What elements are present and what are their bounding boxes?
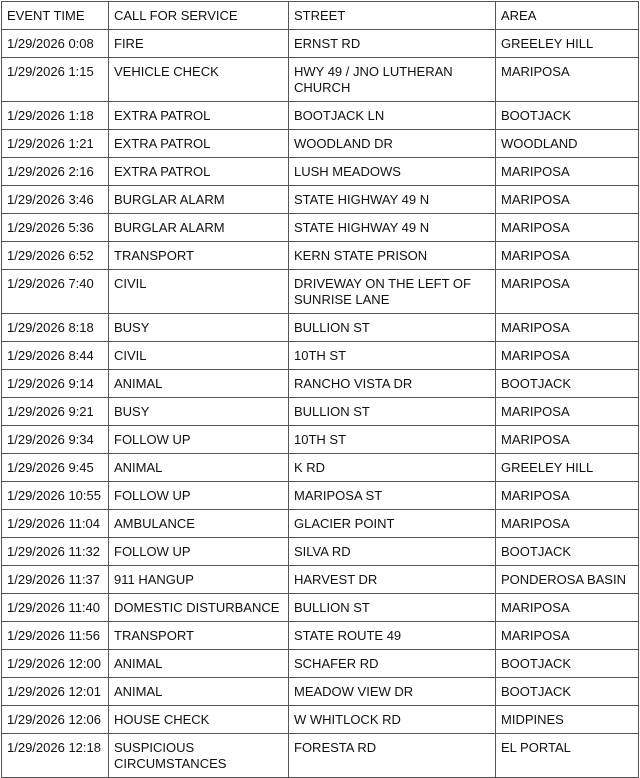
- street-cell: BULLION ST: [289, 398, 496, 426]
- street-cell: FORESTA RD: [289, 734, 496, 778]
- area-cell: BOOTJACK: [496, 538, 639, 566]
- area-cell: MARIPOSA: [496, 342, 639, 370]
- table-row: [2, 482, 639, 510]
- event-time-cell: 1/29/2026 7:40: [2, 270, 109, 314]
- area-cell: GREELEY HILL: [496, 454, 639, 482]
- area-cell: MIDPINES: [496, 706, 639, 734]
- table-row: [2, 398, 639, 426]
- area-cell: PONDEROSA BASIN: [496, 566, 639, 594]
- call-for-service-cell: ANIMAL: [109, 370, 289, 398]
- event-time-cell: 1/29/2026 12:01: [2, 678, 109, 706]
- street-cell: STATE HIGHWAY 49 N: [289, 186, 496, 214]
- area-cell: GREELEY HILL: [496, 30, 639, 58]
- street-cell: MEADOW VIEW DR: [289, 678, 496, 706]
- call-for-service-cell: AMBULANCE: [109, 510, 289, 538]
- call-for-service-cell: CIVIL: [109, 270, 289, 314]
- call-for-service-cell: ANIMAL: [109, 650, 289, 678]
- call-for-service-cell: BURGLAR ALARM: [109, 214, 289, 242]
- area-cell: MARIPOSA: [496, 510, 639, 538]
- area-cell: EL PORTAL: [496, 734, 639, 778]
- street-cell: KERN STATE PRISON: [289, 242, 496, 270]
- table-row: [2, 30, 639, 58]
- table-row: [2, 102, 639, 130]
- event-time-cell: 1/29/2026 0:08: [2, 30, 109, 58]
- call-for-service-cell: CIVIL: [109, 342, 289, 370]
- event-time-cell: 1/29/2026 8:44: [2, 342, 109, 370]
- street-cell: 10TH ST: [289, 342, 496, 370]
- call-for-service-cell: FOLLOW UP: [109, 482, 289, 510]
- event-time-cell: 1/29/2026 1:21: [2, 130, 109, 158]
- table-row: [2, 370, 639, 398]
- area-cell: MARIPOSA: [496, 482, 639, 510]
- call-for-service-cell: TRANSPORT: [109, 242, 289, 270]
- table-row: [2, 454, 639, 482]
- event-time-cell: 1/29/2026 12:06: [2, 706, 109, 734]
- table-row: [2, 214, 639, 242]
- area-cell: MARIPOSA: [496, 242, 639, 270]
- column-header-area: AREA: [496, 2, 639, 30]
- area-cell: MARIPOSA: [496, 426, 639, 454]
- street-cell: W WHITLOCK RD: [289, 706, 496, 734]
- event-time-cell: 1/29/2026 9:34: [2, 426, 109, 454]
- area-cell: MARIPOSA: [496, 158, 639, 186]
- street-cell: LUSH MEADOWS: [289, 158, 496, 186]
- call-for-service-cell: SUSPICIOUS CIRCUMSTANCES: [109, 734, 289, 778]
- table-row: [2, 130, 639, 158]
- call-for-service-cell: DOMESTIC DISTURBANCE: [109, 594, 289, 622]
- street-cell: WOODLAND DR: [289, 130, 496, 158]
- table-row: [2, 158, 639, 186]
- street-cell: ERNST RD: [289, 30, 496, 58]
- event-time-cell: 1/29/2026 11:32: [2, 538, 109, 566]
- street-cell: HWY 49 / JNO LUTHERAN CHURCH: [289, 58, 496, 102]
- street-cell: STATE ROUTE 49: [289, 622, 496, 650]
- event-time-cell: 1/29/2026 1:15: [2, 58, 109, 102]
- event-time-cell: 1/29/2026 11:37: [2, 566, 109, 594]
- table-row: [2, 186, 639, 214]
- event-time-cell: 1/29/2026 9:14: [2, 370, 109, 398]
- call-for-service-cell: FIRE: [109, 30, 289, 58]
- street-cell: MARIPOSA ST: [289, 482, 496, 510]
- area-cell: MARIPOSA: [496, 314, 639, 342]
- area-cell: BOOTJACK: [496, 102, 639, 130]
- event-time-cell: 1/29/2026 1:18: [2, 102, 109, 130]
- street-cell: SILVA RD: [289, 538, 496, 566]
- table-row: [2, 426, 639, 454]
- event-time-cell: 1/29/2026 11:56: [2, 622, 109, 650]
- area-cell: MARIPOSA: [496, 214, 639, 242]
- street-cell: STATE HIGHWAY 49 N: [289, 214, 496, 242]
- table-row: [2, 314, 639, 342]
- table-row: [2, 566, 639, 594]
- call-for-service-cell: ANIMAL: [109, 454, 289, 482]
- table-row: [2, 678, 639, 706]
- event-time-cell: 1/29/2026 11:40: [2, 594, 109, 622]
- call-for-service-cell: BUSY: [109, 398, 289, 426]
- event-time-cell: 1/29/2026 9:21: [2, 398, 109, 426]
- call-for-service-cell: FOLLOW UP: [109, 426, 289, 454]
- area-cell: MARIPOSA: [496, 270, 639, 314]
- column-header-call-for-service: CALL FOR SERVICE: [109, 2, 289, 30]
- column-header-street: STREET: [289, 2, 496, 30]
- event-time-cell: 1/29/2026 3:46: [2, 186, 109, 214]
- call-for-service-cell: BUSY: [109, 314, 289, 342]
- call-log-table: [1, 1, 639, 778]
- table-row: [2, 594, 639, 622]
- call-for-service-cell: EXTRA PATROL: [109, 102, 289, 130]
- call-for-service-cell: TRANSPORT: [109, 622, 289, 650]
- event-time-cell: 1/29/2026 12:00: [2, 650, 109, 678]
- event-time-cell: 1/29/2026 10:55: [2, 482, 109, 510]
- street-cell: BULLION ST: [289, 314, 496, 342]
- area-cell: BOOTJACK: [496, 370, 639, 398]
- table-row: [2, 270, 639, 314]
- event-time-cell: 1/29/2026 12:18: [2, 734, 109, 778]
- table-row: [2, 706, 639, 734]
- street-cell: 10TH ST: [289, 426, 496, 454]
- call-for-service-cell: EXTRA PATROL: [109, 130, 289, 158]
- area-cell: BOOTJACK: [496, 650, 639, 678]
- call-for-service-cell: VEHICLE CHECK: [109, 58, 289, 102]
- table-row: [2, 622, 639, 650]
- area-cell: MARIPOSA: [496, 58, 639, 102]
- header-row: [2, 2, 639, 30]
- table-row: [2, 734, 639, 778]
- area-cell: MARIPOSA: [496, 594, 639, 622]
- call-for-service-cell: 911 HANGUP: [109, 566, 289, 594]
- event-time-cell: 1/29/2026 8:18: [2, 314, 109, 342]
- street-cell: SCHAFER RD: [289, 650, 496, 678]
- call-for-service-cell: FOLLOW UP: [109, 538, 289, 566]
- street-cell: HARVEST DR: [289, 566, 496, 594]
- column-header-event-time: EVENT TIME: [2, 2, 109, 30]
- call-for-service-cell: EXTRA PATROL: [109, 158, 289, 186]
- area-cell: BOOTJACK: [496, 678, 639, 706]
- street-cell: K RD: [289, 454, 496, 482]
- table-row: [2, 342, 639, 370]
- table-row: [2, 510, 639, 538]
- street-cell: RANCHO VISTA DR: [289, 370, 496, 398]
- street-cell: GLACIER POINT: [289, 510, 496, 538]
- area-cell: MARIPOSA: [496, 622, 639, 650]
- table-row: [2, 650, 639, 678]
- area-cell: WOODLAND: [496, 130, 639, 158]
- street-cell: DRIVEWAY ON THE LEFT OF SUNRISE LANE: [289, 270, 496, 314]
- area-cell: MARIPOSA: [496, 398, 639, 426]
- street-cell: BULLION ST: [289, 594, 496, 622]
- call-for-service-cell: HOUSE CHECK: [109, 706, 289, 734]
- table-row: [2, 538, 639, 566]
- event-time-cell: 1/29/2026 11:04: [2, 510, 109, 538]
- event-time-cell: 1/29/2026 2:16: [2, 158, 109, 186]
- street-cell: BOOTJACK LN: [289, 102, 496, 130]
- table-row: [2, 242, 639, 270]
- event-time-cell: 1/29/2026 5:36: [2, 214, 109, 242]
- event-time-cell: 1/29/2026 9:45: [2, 454, 109, 482]
- event-time-cell: 1/29/2026 6:52: [2, 242, 109, 270]
- call-for-service-cell: BURGLAR ALARM: [109, 186, 289, 214]
- table-row: [2, 58, 639, 102]
- area-cell: MARIPOSA: [496, 186, 639, 214]
- table-body: [2, 30, 639, 778]
- call-for-service-cell: ANIMAL: [109, 678, 289, 706]
- table-header: [2, 2, 639, 30]
